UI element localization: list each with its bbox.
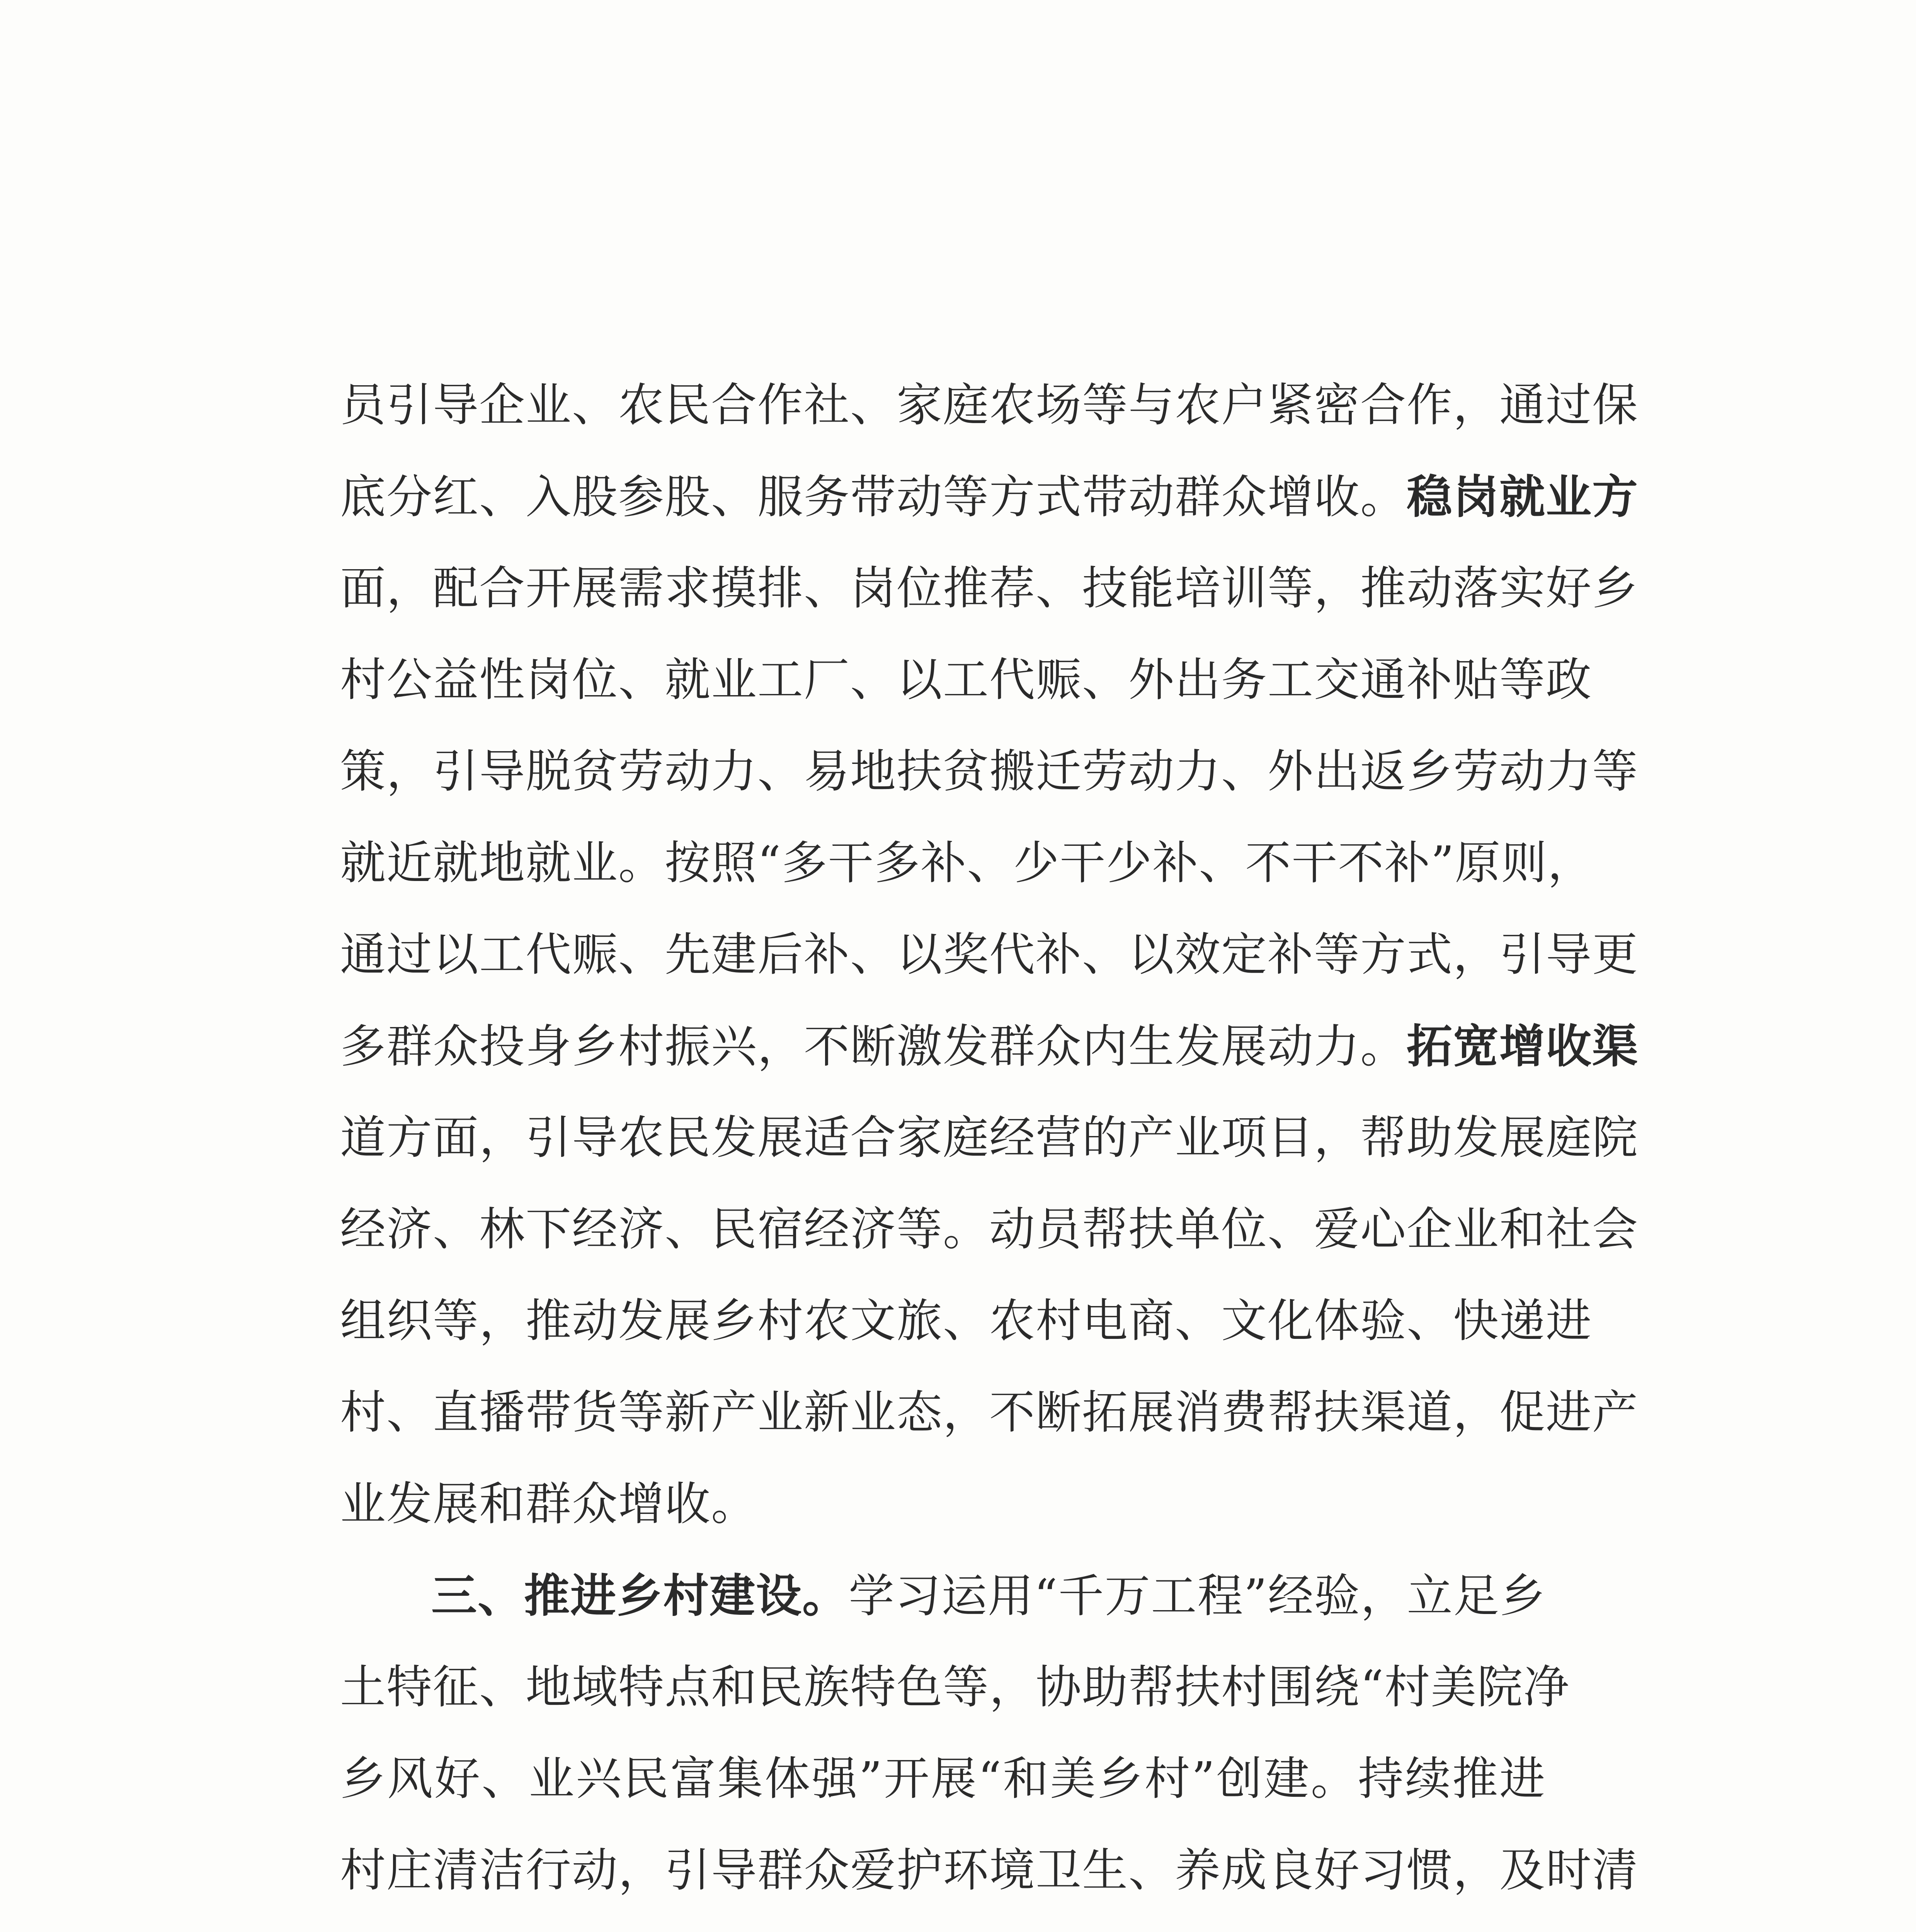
text-line-part: 学习运用“千万工程”经验，立足乡 [849, 1569, 1546, 1622]
text-line: 策，引导脱贫劳动力、易地扶贫搬迁劳动力、外出返乡劳动力等 [340, 745, 1639, 798]
bold-phrase-stable-employment: 稳岗就业方 [1407, 470, 1639, 524]
text-line: 就近就地就业。按照“多干多补、少干少补、不干不补”原则， [340, 836, 1594, 889]
section-heading: 三、推进乡村建设。 [431, 1569, 849, 1622]
text-line: 业发展和群众增收。 [340, 1477, 758, 1531]
text-line [340, 1000, 1639, 1092]
text-line: 乡风好、业兴民富集体强”开展“和美乡村”创建。持续推进 [340, 1752, 1546, 1805]
body-text [340, 359, 1639, 1932]
text-line: 村公益性岗位、就业工厂、以工代赈、外出务工交通补贴等政 [340, 653, 1593, 706]
text-line-part: 底分红、入股参股、服务带动等方式带动群众增收。 [340, 470, 1407, 524]
text-line: 村、直播带货等新产业新业态，不断拓展消费帮扶渠道，促进产 [340, 1386, 1639, 1439]
text-line: 土特征、地域特点和民族特色等，协助帮扶村围绕“村美院净 [340, 1660, 1570, 1714]
bold-phrase-expand-channels: 拓宽增收渠 [1407, 1019, 1639, 1073]
text-line-part: 多群众投身乡村振兴，不断激发群众内生发展动力。 [340, 1020, 1407, 1073]
text-line: 通过以工代赈、先建后补、以奖代补、以效定补等方式，引导更 [340, 928, 1639, 981]
text-line [340, 1916, 1546, 1932]
text-line: 组织等，推动发展乡村农文旅、农村电商、文化体验、快递进 [340, 1294, 1593, 1347]
text-line [340, 1550, 1546, 1641]
text-line: 村庄清洁行动，引导群众爱护环境卫生、养成良好习惯，及时清 [340, 1844, 1639, 1897]
text-line: 员引导企业、农民合作社、家庭农场等与农户紧密合作，通过保 [340, 378, 1639, 432]
text-line: 经济、林下经济、民宿经济等。动员帮扶单位、爱心企业和社会 [340, 1202, 1639, 1256]
text-line: 道方面，引导农民发展适合家庭经营的产业项目，帮助发展庭院 [340, 1111, 1639, 1164]
text-line: 面，配合开展需求摸排、岗位推荐、技能培训等，推动落实好乡 [340, 561, 1639, 615]
text-line [340, 451, 1639, 543]
